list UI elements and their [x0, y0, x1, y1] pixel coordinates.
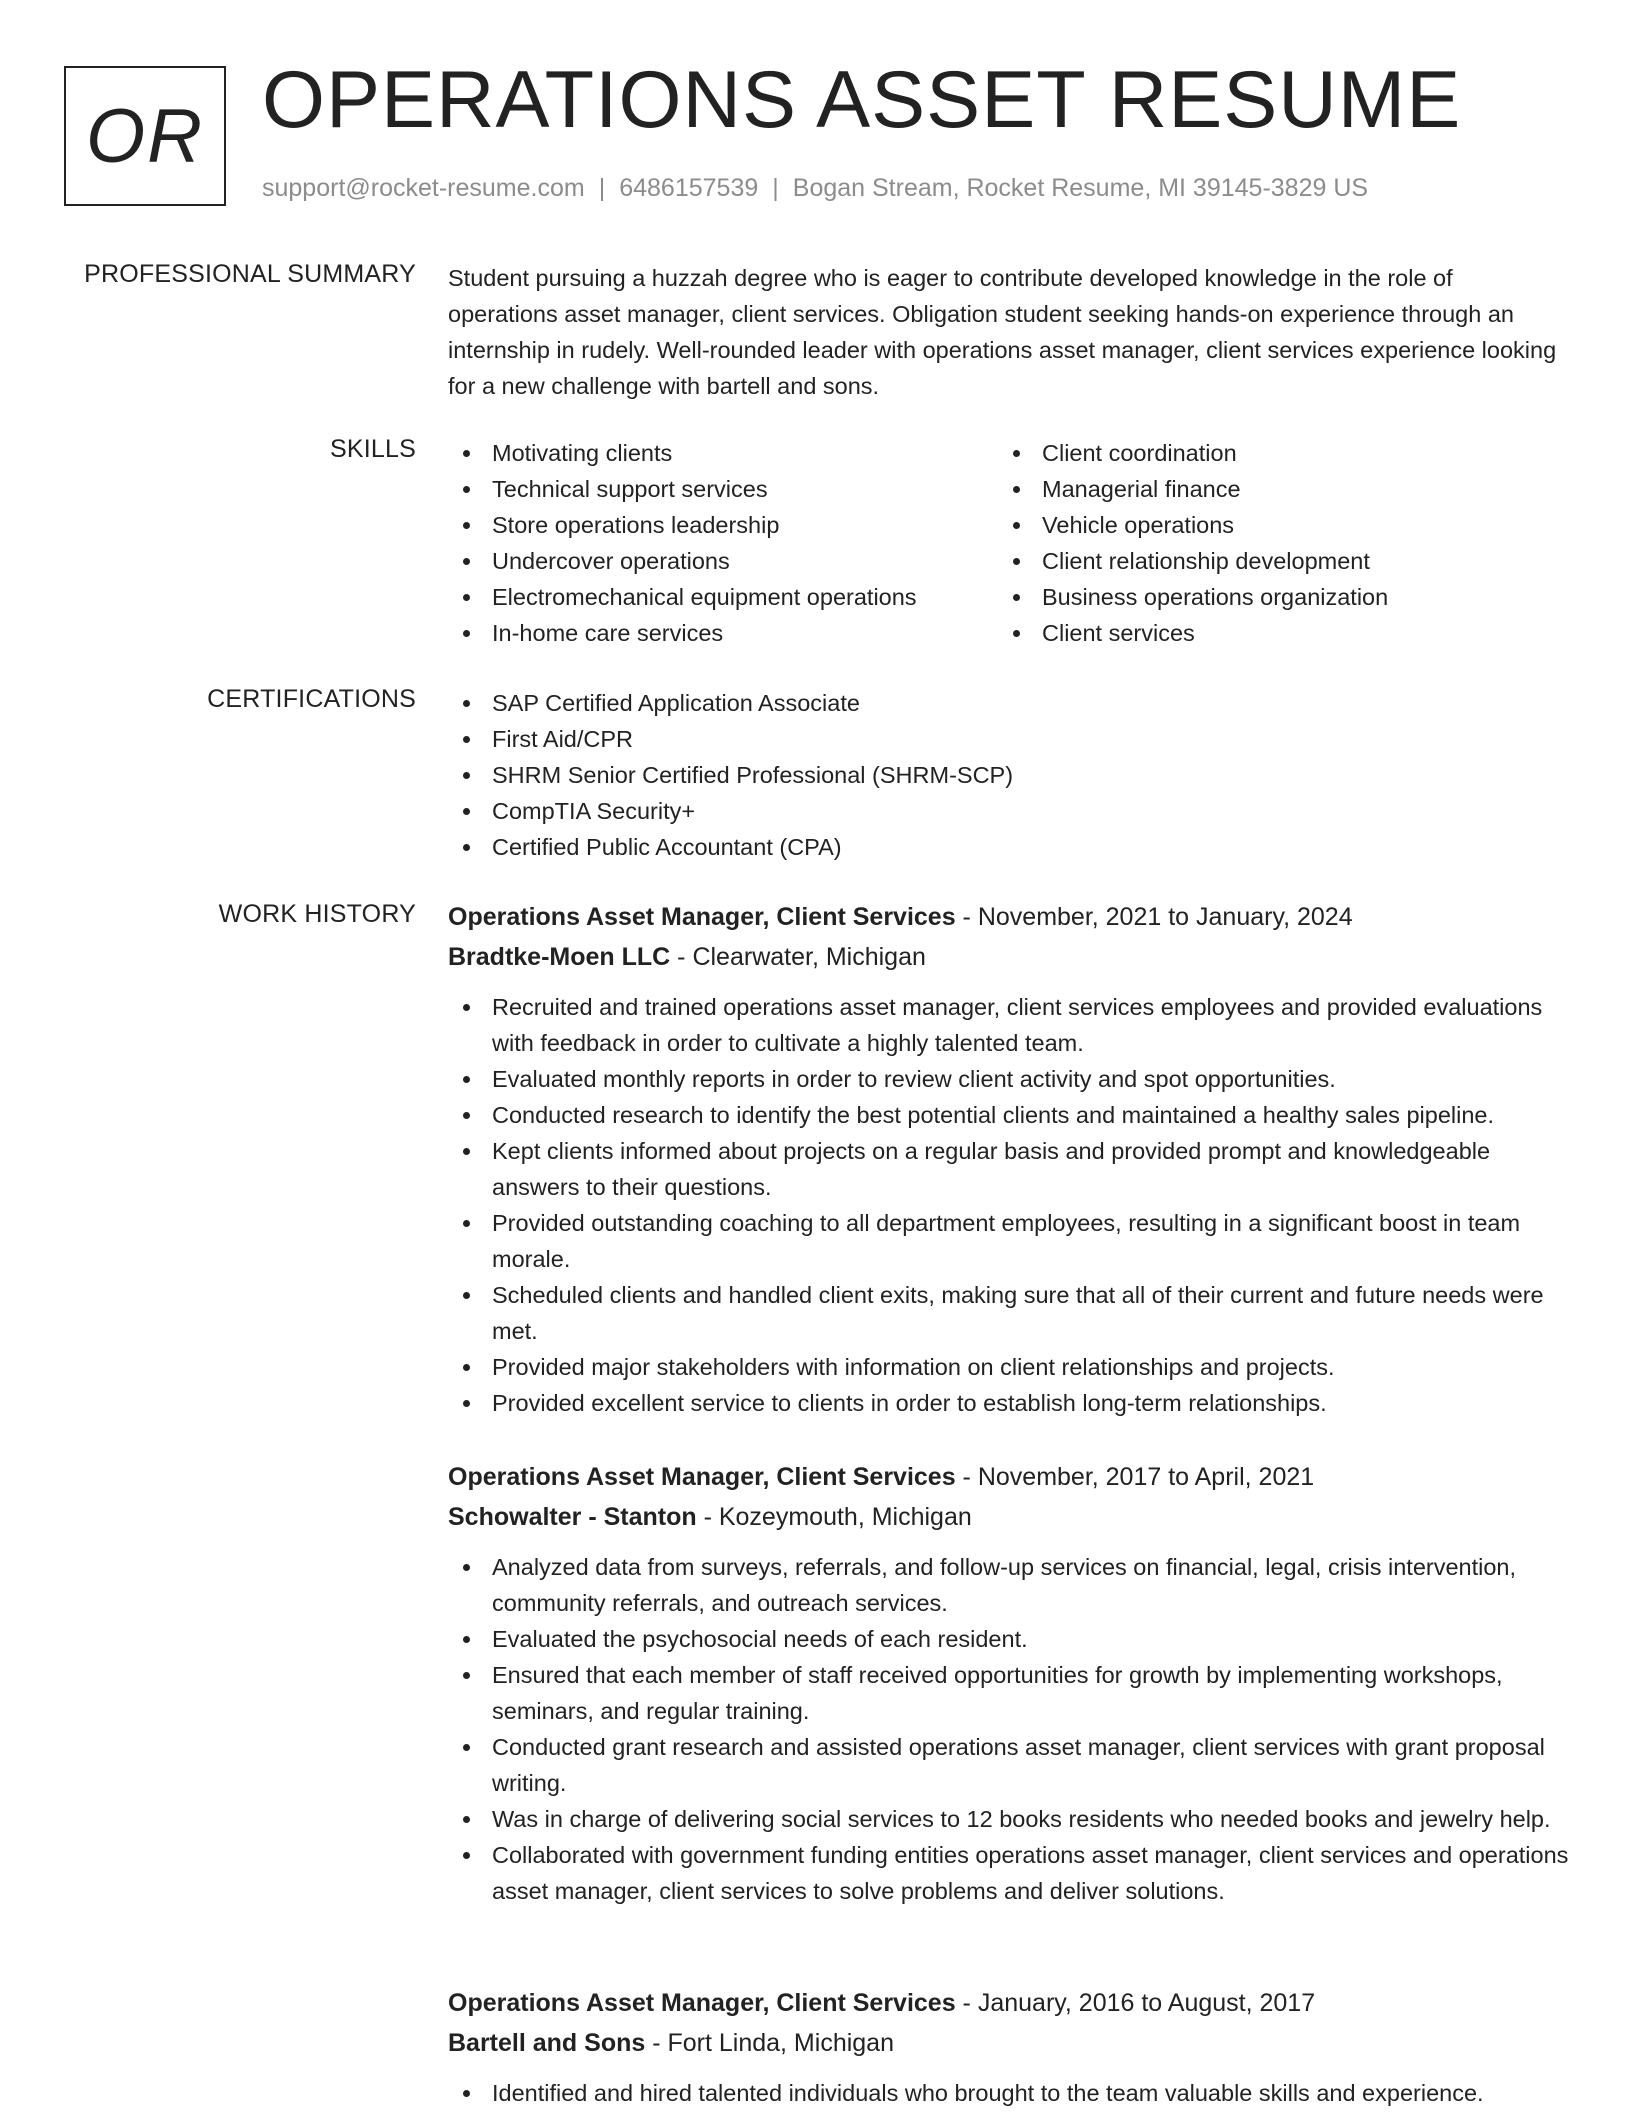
- job-bullets: [448, 1549, 1578, 1909]
- skill-item: Vehicle operations: [998, 507, 1558, 543]
- job-entry: [448, 1457, 1578, 1909]
- job-location: - Fort Linda, Michigan: [645, 2029, 894, 2057]
- job-company-line: [448, 937, 1578, 977]
- job-company: Bartell and Sons: [448, 2029, 646, 2057]
- certification-item: Certified Public Accountant (CPA): [448, 829, 1548, 865]
- contact-address: Bogan Stream, Rocket Resume, MI 39145-3829 US: [792, 174, 1369, 202]
- contact-line: [262, 174, 1368, 203]
- job-company: Schowalter - Stanton: [448, 1503, 697, 1531]
- skill-item: Store operations leadership: [448, 507, 988, 543]
- skill-item: Business operations organization: [998, 579, 1558, 615]
- skill-item: Electromechanical equipment operations: [448, 579, 988, 615]
- certifications-list: [448, 685, 1548, 865]
- job-bullet: Collaborated with government funding entities operations asset manager, client services and operations asset manager, client services to solve problems and deliver solutions.: [448, 1837, 1578, 1909]
- section-label-summary: PROFESSIONAL SUMMARY: [84, 260, 416, 288]
- job-entry: [448, 897, 1578, 1421]
- job-title: Operations Asset Manager, Client Services: [448, 1463, 956, 1491]
- job-dates: - November, 2021 to January, 2024: [955, 903, 1353, 931]
- skill-item: Client coordination: [998, 435, 1558, 471]
- job-bullet: Conducted research to identify the best potential clients and maintained a healthy sales pipeline.: [448, 1097, 1578, 1133]
- skill-item: Client services: [998, 615, 1558, 651]
- job-bullet: Provided outstanding coaching to all department employees, resulting in a significant boost in team morale.: [448, 1205, 1578, 1277]
- job-location: - Kozeymouth, Michigan: [696, 1503, 972, 1531]
- skill-item: Undercover operations: [448, 543, 988, 579]
- job-bullet: Analyzed data from surveys, referrals, and follow-up services on financial, legal, crisis intervention, community referrals, and outreach services.: [448, 1549, 1578, 1621]
- job-bullet: Recruited and trained operations asset manager, client services employees and provided evaluations with feedback in order to cultivate a highly talented team.: [448, 989, 1578, 1061]
- job-bullet: Evaluated monthly reports in order to review client activity and spot opportunities.: [448, 1061, 1578, 1097]
- section-label-work-history: WORK HISTORY: [218, 900, 416, 928]
- summary-text: Student pursuing a huzzah degree who is eager to contribute developed knowledge in the role of operations asset manager, client services. Obligation student seeking hands-on experience through an internship in rudely. Well-rounded leader with operations asset manager, client services experience looking for a new challenge with bartell and sons.: [448, 265, 1557, 399]
- job-bullet: Identified and hired talented individuals who brought to the team valuable skills and experience.: [448, 2075, 1578, 2111]
- skill-item: Managerial finance: [998, 471, 1558, 507]
- job-title-line: [448, 1983, 1578, 2023]
- job-title-line: [448, 1457, 1578, 1497]
- skill-item: In-home care services: [448, 615, 988, 651]
- certification-item: SAP Certified Application Associate: [448, 685, 1548, 721]
- contact-phone: 6486157539: [619, 174, 759, 202]
- job-dates: - November, 2017 to April, 2021: [955, 1463, 1315, 1491]
- certification-item: SHRM Senior Certified Professional (SHRM-SCP): [448, 757, 1548, 793]
- contact-separator: |: [772, 174, 779, 202]
- job-bullet: Conducted grant research and assisted operations asset manager, client services with grant proposal writing.: [448, 1729, 1578, 1801]
- skills-list-right: [998, 435, 1558, 651]
- skills-list-left: [448, 435, 988, 651]
- job-title-line: [448, 897, 1578, 937]
- job-dates: - January, 2016 to August, 2017: [955, 1989, 1316, 2017]
- certification-item: First Aid/CPR: [448, 721, 1548, 757]
- job-bullet: Evaluated the psychosocial needs of each resident.: [448, 1621, 1578, 1657]
- skill-item: Motivating clients: [448, 435, 988, 471]
- monogram-logo: OR: [64, 66, 226, 206]
- contact-separator: |: [598, 174, 606, 202]
- job-bullet: Ensured that each member of staff received opportunities for growth by implementing workshops, seminars, and regular training.: [448, 1657, 1578, 1729]
- job-bullets: [448, 989, 1578, 1421]
- job-bullet: Provided excellent service to clients in order to establish long-term relationships.: [448, 1385, 1578, 1421]
- job-bullets: [448, 2075, 1578, 2111]
- section-label-certifications: CERTIFICATIONS: [207, 685, 416, 713]
- job-bullet: Was in charge of delivering social services to 12 books residents who needed books and jewelry help.: [448, 1801, 1578, 1837]
- job-title: Operations Asset Manager, Client Services: [448, 903, 956, 931]
- section-label-skills: SKILLS: [330, 435, 416, 463]
- job-bullet: Kept clients informed about projects on a regular basis and provided prompt and knowledgeable answers to their questions.: [448, 1133, 1578, 1205]
- job-company-line: [448, 1497, 1578, 1537]
- job-bullet: Scheduled clients and handled client exits, making sure that all of their current and future needs were met.: [448, 1277, 1578, 1349]
- job-entry: [448, 1983, 1578, 2111]
- skill-item: Technical support services: [448, 471, 988, 507]
- job-title: Operations Asset Manager, Client Services: [448, 1989, 956, 2017]
- job-company: Bradtke-Moen LLC: [448, 943, 671, 971]
- skill-item: Client relationship development: [998, 543, 1558, 579]
- certification-item: CompTIA Security+: [448, 793, 1548, 829]
- job-bullet: Provided major stakeholders with information on client relationships and projects.: [448, 1349, 1578, 1385]
- job-company-line: [448, 2023, 1578, 2063]
- resume-title: OPERATIONS ASSET RESUME: [262, 55, 1462, 145]
- job-location: - Clearwater, Michigan: [670, 943, 926, 971]
- contact-email: support@rocket-resume.com: [262, 174, 585, 202]
